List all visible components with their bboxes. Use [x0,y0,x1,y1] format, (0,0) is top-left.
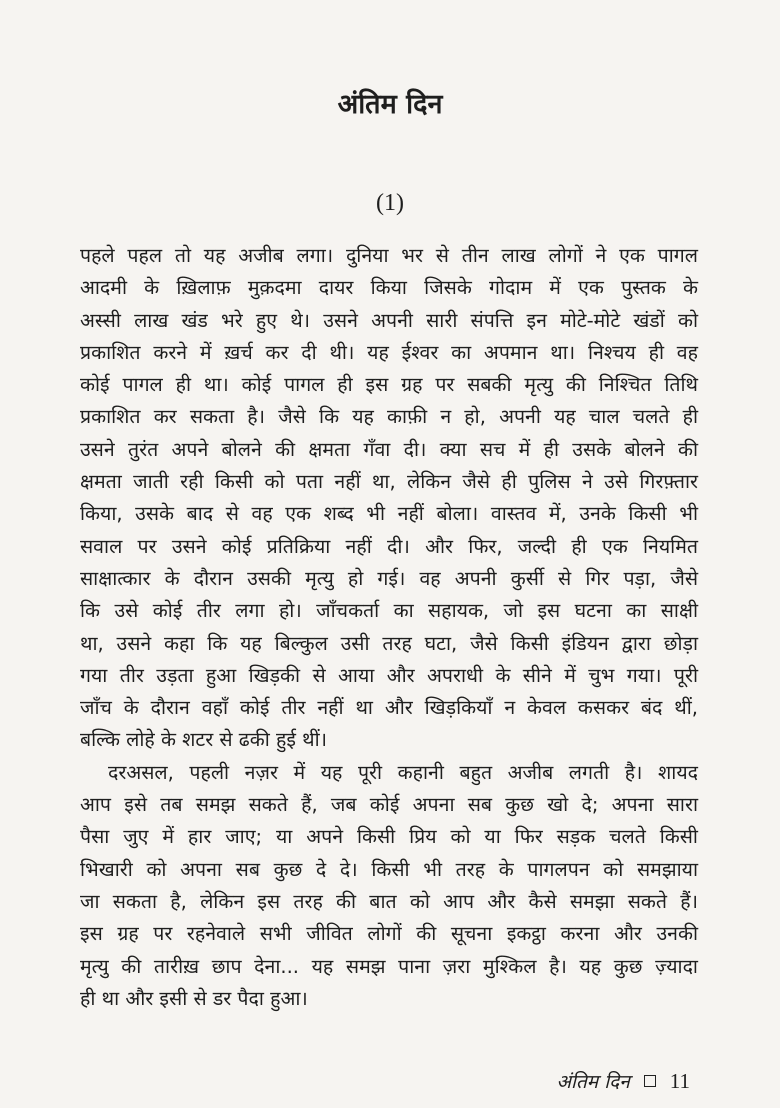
text-line: उसने तुरंत अपने बोलने की क्षमता गँवा दी। क्या सच में ही उसके बोलने की [80,437,698,461]
text-line: प्रकाशित करने में ख़र्च कर दी थी। यह ईश्वर का अपमान था। निश्चय ही वह [80,340,698,364]
text-line: आदमी के ख़िलाफ़ मुक़दमा दायर किया जिसके गोदाम में एक पुस्तक के [80,276,698,300]
text-line: पहले पहल तो यह अजीब लगा। दुनिया भर से तीन लाख लोगों ने एक पागल [80,244,698,267]
chapter-title: अंतिम दिन [337,89,443,120]
section-number: (1) [376,190,404,216]
paragraph [80,757,698,1015]
text-line: कोई पागल ही था। कोई पागल ही इस ग्रह पर सबकी मृत्यु की निश्चित तिथि [80,373,698,397]
text-line: जा सकता है, लेकिन इस तरह की बात को आप और कैसे समझा सकते हैं। [80,889,698,913]
text-line: अस्सी लाख खंड भरे हुए थे। उसने अपनी सारी संपत्ति इन मोटे-मोटे खंडों को [80,308,698,332]
square-ornament-icon [644,1075,656,1087]
page-number: 11 [669,1068,690,1093]
text-line: साक्षात्कार के दौरान उसकी मृत्यु हो गई। वह अपनी कुर्सी से गिर पड़ा, जैसे [80,566,698,590]
text-line: दरअसल, पहली नज़र में यह पूरी कहानी बहुत अजीब लगती है। शायद [108,760,698,784]
text-line: गया तीर उड़ता हुआ खिड़की से आया और अपराधी के सीने में चुभ गया। पूरी [80,663,698,687]
text-line: आप इसे तब समझ सकते हैं, जब कोई अपना सब कुछ खो दे; अपना सारा [80,793,698,817]
text-line: इस ग्रह पर रहनेवाले सभी जीवित लोगों की सूचना इकट्ठा करना और उनकी [80,922,698,946]
text-line: सवाल पर उसने कोई प्रतिक्रिया नहीं दी। और फिर, जल्दी ही एक नियमित [80,534,698,558]
text-line: मृत्यु की तारीख़ छाप देना... यह समझ पाना ज़रा मुश्किल है। यह कुछ ज़्यादा [80,954,698,978]
text-line: था, उसने कहा कि यह बिल्कुल उसी तरह घटा, जैसे किसी इंडियन द्वारा छोड़ा [80,631,698,655]
text-line: पैसा जुए में हार जाए; या अपने किसी प्रिय को या फिर सड़क चलते किसी [80,825,698,849]
running-title: अंतिम दिन [556,1071,630,1093]
text-line: क्षमता जाती रही किसी को पता नहीं था, लेकिन जैसे ही पुलिस ने उसे गिरफ़्तार [80,470,698,494]
body-text [80,240,698,1015]
page-footer [557,1068,690,1094]
text-line: कि उसे कोई तीर लगा हो। जाँचकर्ता का सहायक, जो इस घटना का साक्षी [80,599,698,623]
text-line: बल्कि लोहे के शटर से ढकी हुई थीं। [80,728,328,752]
text-line: प्रकाशित कर सकता है। जैसे कि यह काफ़ी न हो, अपनी यह चाल चलते ही [80,405,698,429]
paragraph [80,240,698,757]
text-line: किया, उसके बाद से वह एक शब्द भी नहीं बोला। वास्तव में, उनके किसी भी [80,502,698,526]
text-line: भिखारी को अपना सब कुछ दे दे। किसी भी तरह के पागलपन को समझाया [80,857,698,881]
text-line: ही था और इसी से डर पैदा हुआ। [80,986,308,1010]
text-line: जाँच के दौरान वहाँ कोई तीर नहीं था और खिड़कियाँ न केवल कसकर बंद थीं, [80,696,698,720]
